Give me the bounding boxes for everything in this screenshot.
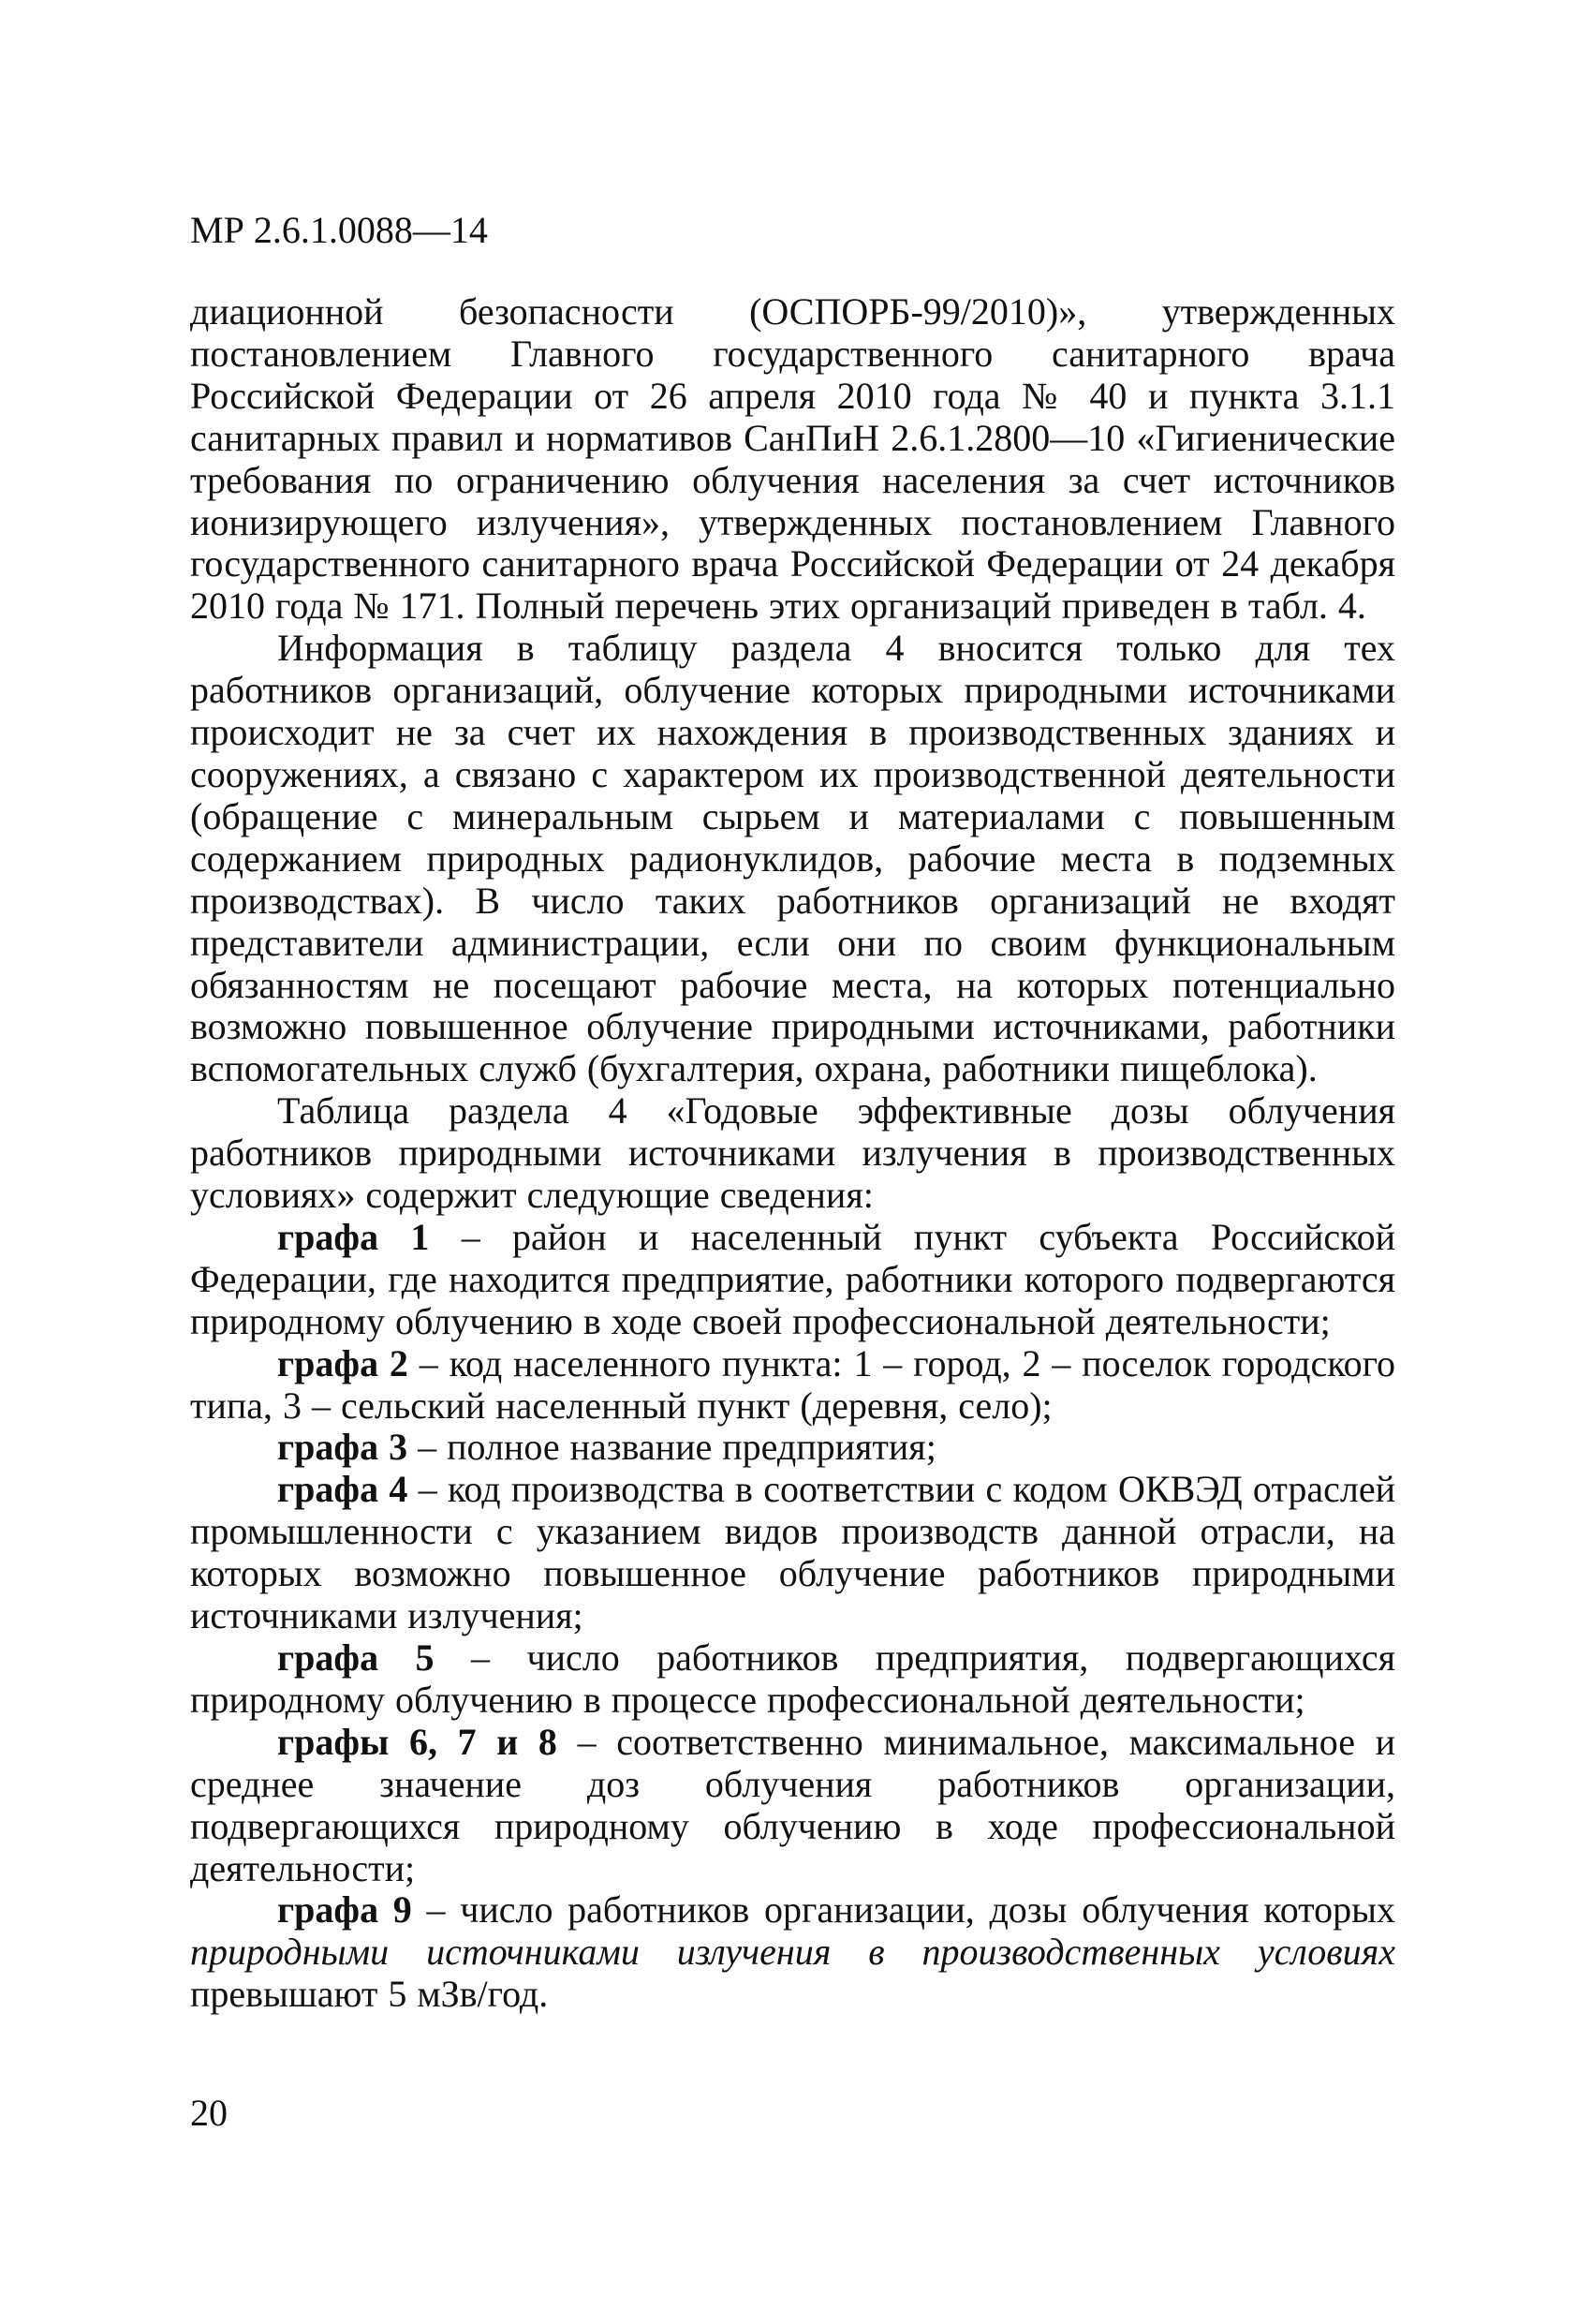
paragraph-info: Информация в таблицу раздела 4 вносится только для тех работников организаций, облучение которых природными источниками происходит не за счет их нахождения в производственных зданиях и сооружениях, а связано с характером их производственной деятельности (обращение с минеральным сырьем и материалами с повышенным содержанием природных радионуклидов, рабочие места в подземных производствах). В число таких работников организаций не входят представители администрации, если они по своим функциональным обязанностям не посещают рабочие места, на которых потенциально возможно повышенное облучение природными источниками, работники вспомогательных служб (бухгалтерия, охрана, работники пищеблока). [190,627,1395,1090]
column-text-9-end: превышают 5 мЗв/год. [190,1973,549,2016]
column-description-6-8 [190,1722,1395,1890]
column-description-2 [190,1343,1395,1428]
column-label-6-8: графы 6, 7 и 8 [277,1720,557,1763]
column-label-9: графа 9 [277,1888,412,1932]
column-description-5 [190,1637,1395,1722]
column-text-9-italic: природными источниками излучения в производственных условиях [190,1931,1395,1974]
column-text-9-start: – число работников организации, дозы облучения которых [411,1888,1395,1932]
column-label-5: графа 5 [277,1636,435,1679]
column-text-5: – число работников предприятия, подвергающихся природному облучению в процессе профессиональной деятельности; [190,1636,1395,1721]
page-number: 20 [190,2092,228,2134]
column-text-3: – полное название предприятия; [407,1426,936,1469]
column-description-1 [190,1217,1395,1343]
column-text-2: – код населенного пункта: 1 – город, 2 – поселок городского типа, 3 – сельский населенный пункт (деревня, село); [190,1341,1396,1427]
paragraph-table-intro: Таблица раздела 4 «Годовые эффективные дозы облучения работников природными источниками излучения в производственных условиях» содержит следующие сведения: [190,1089,1395,1217]
column-label-4: графа 4 [277,1468,408,1511]
column-label-3: графа 3 [277,1426,408,1469]
column-label-1: графа 1 [277,1215,430,1258]
paragraph-continuation: диационной безопасности (ОСПОРБ-99/2010)», утвержденных постановлением Главного государственного санитарного врача Российской Федерации от 26 апреля 2010 года № 40 и пункта 3.1.1 санитарных правил и нормативов СанПиН 2.6.1.2800—10 «Гигиенические требования по ограничению облучения населения за счет источников ионизирующего излучения», утвержденных постановлением Главного государственного санитарного врача Российской Федерации от 24 декабря 2010 года № 171. Полный перечень этих организаций приведен в табл. 4. [190,290,1395,628]
column-label-2: графа 2 [277,1341,408,1384]
column-text-1: – район и населенный пункт субъекта Российской Федерации, где находится предприятие, работники которого подвергаются природному облучению в ходе своей профессиональной деятельности; [190,1215,1395,1342]
column-text-4: – код производства в соответствии с кодом ОКВЭД отраслей промышленности с указанием видов производств данной отрасли, на которых возможно повышенное облучение работников природными источниками излучения; [190,1468,1395,1637]
column-description-9 [190,1889,1395,2016]
column-description-3 [190,1427,1395,1469]
page-body [190,291,1395,2016]
column-text-6-8: – соответственно минимальное, максимальное и среднее значение доз облучения работников организации, подвергающихся природному облучению в ходе профессиональной деятельности; [190,1720,1395,1889]
column-description-4 [190,1469,1395,1637]
document-code: МР 2.6.1.0088—14 [190,209,488,251]
